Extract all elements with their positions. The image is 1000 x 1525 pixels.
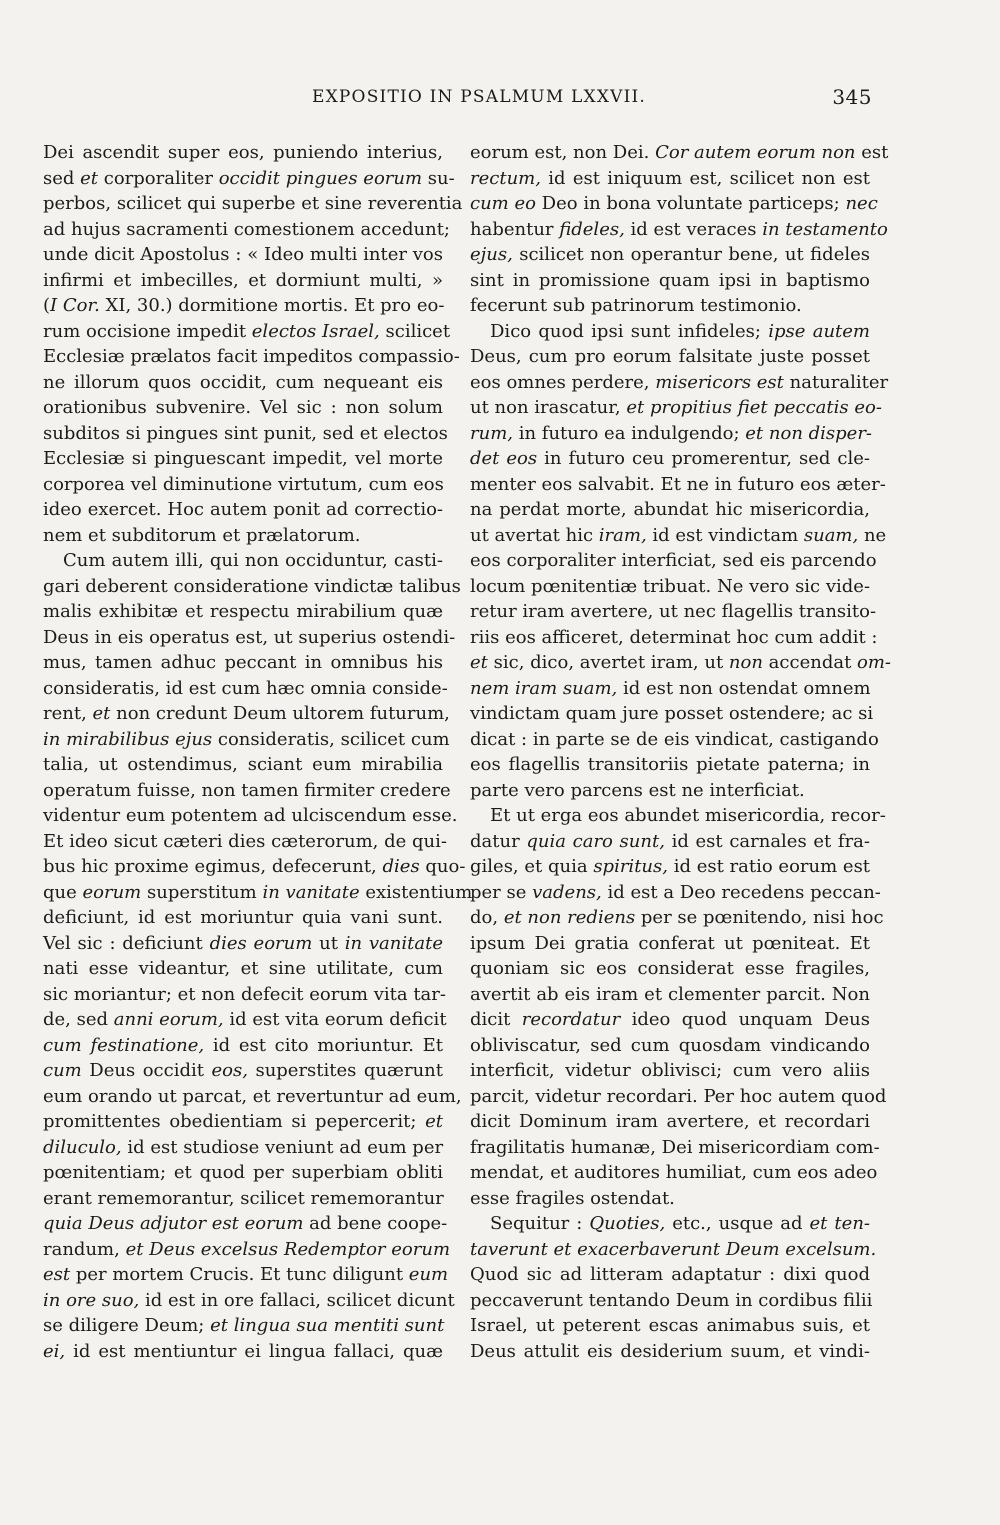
text-segment: interficit, videtur oblivisci; cum vero aliis — [470, 1060, 870, 1081]
text-line — [470, 370, 889, 396]
text-segment: vindictam quam jure posset ostendere; ac si — [470, 703, 874, 724]
text-segment: giles, et quia — [470, 856, 594, 877]
text-line — [43, 880, 473, 906]
text-segment: Ecclesiæ si pinguescant impedit, vel morte — [43, 448, 443, 469]
text-line — [470, 1033, 870, 1059]
text-line — [470, 880, 881, 906]
text-segment: operatum fuisse, non tamen firmiter credere — [43, 779, 451, 801]
text-segment: mus, tamen adhuc peccant in omnibus his — [43, 652, 443, 673]
text-line — [470, 1084, 887, 1110]
text-segment: id est cito moriuntur. Et — [204, 1034, 444, 1056]
text-line — [470, 446, 870, 472]
text-line — [470, 472, 886, 498]
text-line — [43, 676, 448, 702]
text-line — [43, 701, 450, 727]
italic-text-segment: I Cor. — [50, 295, 100, 316]
text-segment: id est vindictam — [646, 524, 804, 546]
text-line — [470, 982, 870, 1008]
italic-text-segment: in vanitate — [262, 881, 360, 903]
text-line — [470, 778, 870, 804]
italic-text-segment: et — [425, 1111, 443, 1132]
text-segment: Dei ascendit super eos, puniendo interius, — [43, 142, 443, 163]
text-segment: existentium — [359, 881, 473, 903]
text-line — [43, 1160, 443, 1186]
text-line — [470, 956, 870, 982]
italic-text-segment: ei, — [43, 1340, 66, 1362]
text-line — [43, 140, 443, 166]
text-line — [43, 956, 443, 982]
text-line — [43, 191, 463, 217]
italic-text-segment: vadens, — [532, 881, 602, 903]
italic-text-segment: det eos — [470, 448, 538, 469]
text-segment: non credunt Deum ultorem futurum, — [110, 703, 450, 724]
text-line — [470, 1339, 870, 1365]
text-line — [470, 829, 870, 855]
text-segment: id est studiose veniunt ad eum per — [121, 1136, 444, 1158]
text-segment: Dico quod ipsi sunt infideles; — [490, 320, 769, 342]
text-segment: subditos si pingues sint punit, sed et electos — [43, 422, 448, 444]
text-segment: promittentes obedientiam si pepercerit; — [43, 1111, 426, 1132]
text-line — [43, 752, 443, 778]
text-line — [470, 625, 878, 651]
text-line — [470, 191, 878, 217]
left-text-column — [43, 140, 473, 1364]
text-segment: ( — [43, 295, 51, 316]
text-line — [43, 370, 443, 396]
text-line — [470, 344, 870, 370]
text-segment: nem et subditorum et prælatorum. — [43, 524, 361, 546]
text-line — [43, 829, 447, 855]
text-line — [43, 727, 450, 753]
text-segment: avertit ab eis iram et clementer parcit. Non — [470, 983, 870, 1005]
text-line — [43, 1135, 443, 1161]
text-segment: id est in ore fallaci, scilicet dicunt — [139, 1289, 455, 1311]
text-segment: ad hujus sacramenti comestionem accedunt; — [43, 218, 450, 240]
text-segment: ad bene coope- — [303, 1213, 448, 1234]
text-segment: deficiunt, id est moriuntur quia vani sunt. — [43, 907, 443, 928]
text-segment: infirmi et imbecilles, et dormiunt multi, » — [43, 269, 443, 291]
text-segment: ut non irascatur, — [470, 397, 627, 418]
italic-text-segment: suam, — [803, 524, 859, 546]
text-segment: per mortem Crucis. Et tunc diligunt — [70, 1264, 409, 1285]
text-line — [43, 1058, 443, 1084]
italic-text-segment: ejus, — [470, 244, 513, 265]
text-line — [43, 395, 443, 421]
italic-text-segment: Quoties, — [589, 1213, 666, 1234]
text-segment: pœnitentiam; et quod per superbiam obliti — [43, 1162, 443, 1183]
text-segment: rum occisione impedit — [43, 320, 252, 342]
italic-text-segment: et non disper- — [745, 422, 873, 444]
text-line — [43, 1288, 455, 1314]
text-segment: retur iram avertere, ut nec flagellis transito- — [470, 601, 877, 622]
text-segment: Deus, cum pro eorum falsitate juste posset — [470, 346, 870, 367]
text-segment: Et ut erga eos abundet misericordia, recor- — [490, 805, 886, 826]
italic-text-segment: occidit pingues eorum — [218, 167, 423, 189]
text-line — [470, 752, 870, 778]
right-text-column — [470, 140, 892, 1364]
text-segment: Deo in bona voluntate particeps; — [535, 193, 846, 214]
italic-text-segment: in testamento — [762, 218, 888, 240]
text-line — [470, 1262, 870, 1288]
text-line — [43, 319, 451, 345]
text-line — [470, 523, 887, 549]
text-segment: parte vero parcens est ne interficiat. — [470, 779, 805, 801]
text-line — [43, 905, 443, 931]
text-segment: scilicet non operantur bene, ut fideles — [512, 244, 870, 265]
text-line — [470, 217, 888, 243]
text-segment: bus hic proxime egimus, defecerunt, — [43, 856, 383, 877]
text-line — [470, 727, 879, 753]
text-line — [470, 1211, 870, 1237]
text-segment: id est ratio eorum est — [667, 856, 871, 877]
text-line — [43, 548, 443, 574]
text-segment: sed — [43, 167, 81, 189]
italic-text-segment: in vanitate — [344, 932, 443, 954]
text-line — [470, 854, 870, 880]
text-line — [43, 523, 443, 549]
text-line — [470, 166, 870, 192]
text-line — [470, 599, 877, 625]
text-segment: erant rememorantur, scilicet rememorantur — [43, 1187, 444, 1209]
italic-text-segment: nem iram suam, — [470, 677, 618, 699]
italic-text-segment: ipse autem — [768, 320, 870, 342]
italic-text-segment: in ore suo, — [43, 1289, 140, 1311]
italic-text-segment: anni eorum, — [113, 1009, 224, 1030]
text-segment: in futuro ea indulgendo; — [513, 422, 746, 444]
italic-text-segment: nec — [845, 193, 878, 214]
text-segment: orationibus subvenire. Vel sic : non solum — [43, 397, 443, 418]
text-segment: ideo quod unquam Deus — [620, 1009, 870, 1030]
text-line — [470, 1058, 870, 1084]
italic-text-segment: et lingua sua mentiti sunt — [210, 1315, 445, 1336]
text-line — [470, 1288, 873, 1314]
text-segment: id est veraces — [624, 218, 763, 240]
text-segment: ne — [858, 524, 887, 546]
text-segment: superstites quærunt — [247, 1060, 443, 1081]
text-segment: su- — [422, 167, 455, 189]
text-line — [43, 778, 451, 804]
text-line — [470, 803, 886, 829]
text-segment: nati esse videantur, et sine utilitate, cum — [43, 958, 443, 979]
text-segment: in futuro ceu promerentur, sed cle- — [537, 448, 870, 469]
text-segment: Israel, ut peterent escas animabus suis, et — [470, 1315, 870, 1336]
text-segment: superstitum — [141, 881, 263, 903]
text-segment: etc., usque ad — [665, 1213, 810, 1234]
text-line — [470, 1313, 870, 1339]
text-line — [43, 497, 443, 523]
italic-text-segment: taverunt et exacerbaverunt Deum excelsum. — [470, 1238, 877, 1260]
text-segment: Deus occidit — [81, 1060, 212, 1081]
text-segment: fecerunt sub patrinorum testimonio. — [470, 295, 802, 316]
page-number: 345 — [832, 85, 872, 109]
text-line — [470, 268, 870, 294]
text-segment: Vel sic : deficiunt — [43, 932, 210, 954]
text-line — [43, 574, 461, 600]
text-line — [43, 242, 443, 268]
text-line — [470, 293, 870, 319]
text-segment: Ecclesiæ prælatos facit impeditos compassio- — [43, 346, 460, 367]
text-line — [470, 1007, 870, 1033]
text-segment: id est iniquum est, scilicet non est — [540, 167, 870, 189]
italic-text-segment: cum — [43, 1060, 82, 1081]
text-segment: Sequitur : — [490, 1213, 590, 1234]
text-segment: de, sed — [43, 1009, 114, 1030]
text-line — [43, 1339, 443, 1365]
italic-text-segment: et — [80, 167, 99, 189]
page-header — [42, 87, 872, 111]
text-segment: XI, 30.) dormitione mortis. Et pro eo- — [99, 295, 445, 316]
text-line — [43, 931, 443, 957]
text-segment: mendat, et auditores humiliat, cum eos adeo — [470, 1162, 878, 1183]
text-segment: quo- — [419, 856, 466, 877]
text-segment: id est mentiuntur ei lingua fallaci, quæ — [65, 1340, 443, 1362]
italic-text-segment: dies eorum — [209, 932, 313, 954]
italic-text-segment: rum, — [470, 422, 513, 444]
text-segment: unde dicit Apostolus : « Ideo multi inter vos — [43, 244, 443, 265]
italic-text-segment: cum festinatione, — [43, 1034, 205, 1056]
text-segment: peccaverunt tentando Deum in cordibus filii — [470, 1289, 873, 1311]
italic-text-segment: fideles, — [559, 218, 625, 240]
text-segment: ut avertat hic — [470, 524, 599, 546]
text-line — [470, 931, 870, 957]
text-segment: sic, dico, avertet iram, ut — [487, 652, 729, 673]
text-line — [43, 854, 466, 880]
text-segment: id est carnales et fra- — [664, 830, 870, 852]
text-line — [470, 1237, 877, 1263]
running-head: EXPOSITIO IN PSALMUM LXXVII. — [312, 87, 647, 107]
text-line — [43, 472, 443, 498]
italic-text-segment: dies — [382, 856, 420, 877]
text-segment: per se — [470, 881, 533, 903]
text-segment: menter eos salvabit. Et ne in futuro eos æter- — [470, 473, 886, 495]
text-line — [43, 1237, 451, 1263]
text-segment: parcit, videtur recordari. Per hoc autem quod — [470, 1085, 887, 1107]
text-line — [470, 1186, 870, 1212]
text-segment: corporea vel diminutione virtutum, cum eos — [43, 473, 444, 495]
text-line — [470, 905, 884, 931]
text-segment: eos corporaliter interficiat, sed eis parcendo — [470, 550, 877, 571]
text-segment: eos flagellis transitoriis pietate paterna; in — [470, 754, 870, 775]
text-segment: ideo exercet. Hoc autem ponit ad correctio- — [43, 499, 443, 520]
text-line — [470, 1109, 870, 1135]
text-segment: locum pœnitentiæ tribuat. Ne vero sic vide- — [470, 575, 871, 597]
text-line — [470, 395, 882, 421]
text-line — [43, 446, 443, 472]
text-line — [43, 166, 455, 192]
text-segment: Cum autem illi, qui non occiduntur, casti- — [63, 550, 443, 571]
text-segment: accendat — [762, 652, 858, 673]
text-segment: scilicet — [379, 320, 451, 342]
text-segment: sint in promissione quam ipsi in baptismo — [470, 269, 870, 291]
italic-text-segment: et propitius fiet peccatis eo- — [626, 397, 882, 418]
text-line — [43, 293, 443, 319]
text-line — [470, 574, 870, 600]
text-segment: consideratis, scilicet cum — [212, 728, 450, 750]
italic-text-segment: et Deus excelsus Redemptor eorum — [125, 1238, 451, 1260]
text-line — [43, 421, 448, 447]
text-segment: talia, ut ostendimus, sciant eum mirabilia — [43, 754, 443, 775]
text-segment: id est vita eorum deficit — [223, 1009, 447, 1030]
italic-text-segment: et — [92, 703, 111, 724]
text-line — [470, 548, 877, 574]
text-segment: Quod sic ad litteram adaptatur : dixi quod — [470, 1264, 870, 1285]
italic-text-segment: misericors est — [655, 371, 784, 393]
text-segment: dicit — [470, 1009, 522, 1030]
text-line — [470, 701, 874, 727]
text-segment: ne illorum quos occidit, cum nequeant eis — [43, 371, 443, 393]
text-line — [43, 1211, 448, 1237]
italic-text-segment: est — [43, 1264, 71, 1285]
text-segment: eos omnes perdere, — [470, 371, 656, 393]
text-segment: est — [855, 142, 889, 163]
italic-text-segment: electos Israel, — [251, 320, 380, 342]
text-line — [43, 625, 456, 651]
text-line — [43, 344, 460, 370]
text-segment: gari deberent consideratione vindictæ talibus — [43, 575, 461, 597]
text-segment: id est non ostendat omnem — [617, 677, 871, 699]
text-segment: na perdat morte, abundat hic misericordia, — [470, 499, 870, 520]
text-line — [43, 1109, 443, 1135]
italic-text-segment: quia caro sunt, — [526, 830, 665, 852]
text-segment: ipsum Dei gratia conferat ut pœniteat. Et — [470, 932, 870, 954]
italic-text-segment: in mirabilibus ejus — [43, 728, 213, 750]
text-segment: per se pœnitendo, nisi hoc — [635, 907, 884, 928]
text-segment: quoniam sic eos considerat esse fragiles, — [470, 958, 870, 979]
text-line — [470, 421, 873, 447]
text-segment: ut — [312, 932, 345, 954]
text-segment: Deus attulit eis desiderium suum, et vindi- — [470, 1340, 870, 1362]
text-segment: naturaliter — [783, 371, 889, 393]
text-segment: eum orando ut parcat, et revertuntur ad eum, — [43, 1085, 462, 1107]
text-segment: randum, — [43, 1238, 126, 1260]
text-segment: esse fragiles ostendat. — [470, 1187, 675, 1209]
text-line — [43, 1084, 462, 1110]
text-segment: malis exhibitæ et respectu mirabilium quæ — [43, 601, 443, 622]
text-segment: habentur — [470, 218, 560, 240]
italic-text-segment: rectum, — [470, 167, 541, 189]
italic-text-segment: spiritus, — [593, 856, 668, 877]
text-segment: que — [43, 881, 83, 903]
italic-text-segment: non — [728, 652, 763, 673]
text-line — [470, 676, 870, 702]
italic-text-segment: om- — [857, 652, 892, 673]
text-line — [43, 982, 446, 1008]
text-line — [470, 242, 870, 268]
text-segment: do, — [470, 907, 504, 928]
text-segment: se diligere Deum; — [43, 1315, 211, 1336]
text-segment: fragilitatis humanæ, Dei misericordiam com- — [470, 1136, 880, 1158]
text-line — [43, 1007, 447, 1033]
italic-text-segment: et — [470, 652, 488, 673]
italic-text-segment: cum eo — [470, 193, 536, 214]
text-segment: obliviscatur, sed cum quosdam vindicando — [470, 1034, 870, 1056]
italic-text-segment: Cor autem eorum non — [655, 142, 856, 163]
text-line — [43, 268, 443, 294]
text-line — [43, 1262, 449, 1288]
text-segment: riis eos afficeret, determinat hoc cum addit : — [470, 626, 878, 648]
text-line — [43, 1313, 443, 1339]
text-segment: Deus in eis operatus est, ut superius ostendi- — [43, 626, 456, 648]
italic-text-segment: et ten- — [809, 1213, 870, 1234]
text-segment: consideratis, id est cum hæc omnia conside- — [43, 677, 448, 699]
italic-text-segment: iram, — [598, 524, 647, 546]
text-line — [43, 1033, 443, 1059]
text-segment: sic moriantur; et non defecit eorum vita tar- — [43, 983, 446, 1005]
text-line — [43, 217, 450, 243]
text-segment: perbos, scilicet qui superbe et sine reverentia — [43, 193, 463, 214]
text-segment: datur — [470, 830, 527, 852]
italic-text-segment: eum — [408, 1264, 449, 1285]
text-line — [470, 1135, 880, 1161]
text-line — [470, 140, 889, 166]
text-segment: videntur eum potentem ad ulciscendum esse. — [43, 805, 458, 826]
text-segment: corporaliter — [98, 167, 219, 189]
text-line — [43, 650, 443, 676]
italic-text-segment: et non rediens — [503, 907, 636, 928]
text-segment: dicat : in parte se de eis vindicat, castigando — [470, 728, 879, 750]
text-line — [470, 650, 892, 676]
text-line — [470, 1160, 878, 1186]
text-segment: dicit Dominum iram avertere, et recordari — [470, 1111, 870, 1132]
text-line — [43, 1186, 443, 1212]
text-line — [43, 599, 443, 625]
italic-text-segment: recordatur — [521, 1009, 621, 1030]
text-segment: Et ideo sicut cæteri dies cæterorum, de qui- — [43, 830, 447, 852]
text-line — [43, 803, 458, 829]
text-segment: rent, — [43, 703, 93, 724]
italic-text-segment: diluculo, — [43, 1136, 122, 1158]
italic-text-segment: eos, — [211, 1060, 248, 1081]
text-segment: id est a Deo recedens peccan- — [601, 881, 881, 903]
text-segment: eorum est, non Dei. — [470, 142, 656, 163]
text-line — [470, 497, 870, 523]
italic-text-segment: quia Deus adjutor est eorum — [43, 1213, 304, 1234]
italic-text-segment: eorum — [82, 881, 142, 903]
text-line — [470, 319, 870, 345]
